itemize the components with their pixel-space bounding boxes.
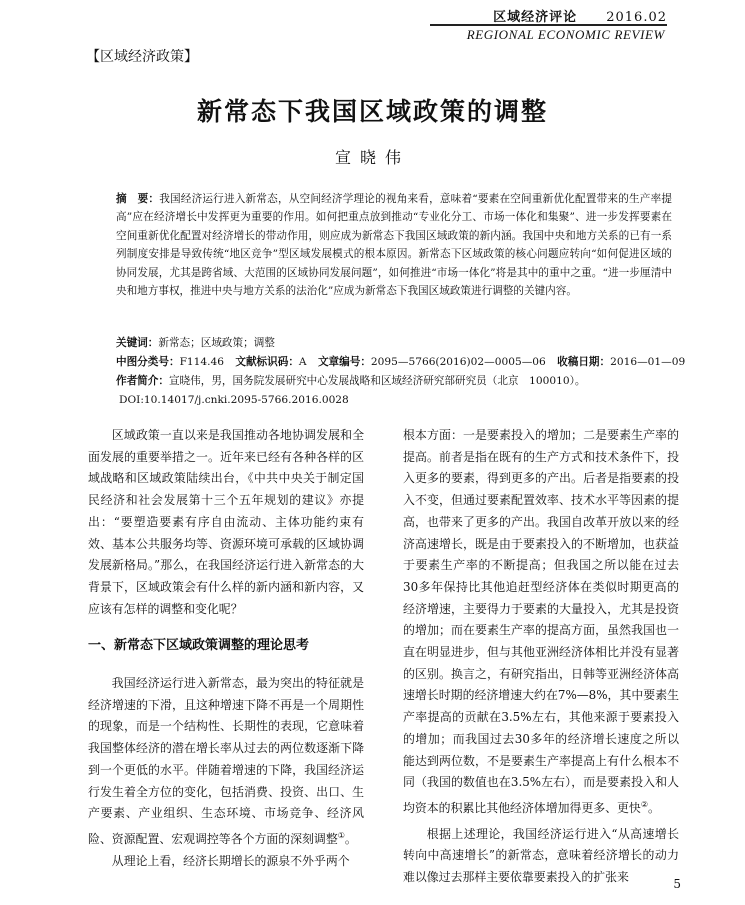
abstract-text: 我国经济运行进入新常态，从空间经济学理论的视角来看，意味着“要素在空间重新优化配置带来的生产率提高”应在经济增长中发挥更为重要的作用。如何把重点放到推动“专业化分工、市场一体化和集聚”、进一步发挥要素在空间重新优化配置对经济增长的带动作用，则应成为新常态下我国区域政策的新内涵。我国中央和地方关系的已有一系列制度安排是导致传统“地区竞争”型区域发展模式的根本原因。新常态下区域政策的核心问题应转向“如何促进区域的协同发展，尤其是跨省域、大范围的区域协同发展问题”，如何推进“市场一体化”将是其中的重中之重。“进一步厘清中央和地方事权，推进中央与地方关系的法治化”应成为新常态下我国区域政策进行调整的关键内容。 — [116, 193, 672, 298]
received-date-value: 2016—01—09 — [610, 356, 686, 368]
clc-value: F114.46 — [179, 356, 224, 368]
author-bio — [116, 373, 696, 391]
abstract-label: 摘 要： — [116, 193, 160, 205]
body-column-left — [88, 425, 364, 872]
author-bio-text: 宣晓伟，男，国务院发展研究中心发展战略和区域经济研究部研究员（北京 100010）。 — [168, 375, 586, 387]
paragraph — [403, 425, 679, 820]
paragraph: 从理论上看，经济长期增长的源泉不外乎两个 — [111, 853, 350, 868]
paragraph-text: 我国经济运行进入新常态，最为突出的特征就是经济增速的下滑，且这种增速下降不再是一个周期性的现象，而是一个结构性、长期性的表现，它意味着我国整体经济的潜在增长率从过去的两位数逐渐下降到一个更低的水平。伴随着增速的下降，我国经济运行发生着全方位的变化，包括消费、投资、出口、生产要素、产业组织、生态环境、市场竞争、经济风险、资源配置、宏观调控等各个方面的深刻调整 — [88, 676, 364, 846]
article-number-label: 文章编号： — [317, 356, 371, 368]
page-number: 5 — [673, 877, 681, 891]
header-rule — [430, 24, 667, 26]
footnote-marker[interactable]: ② — [640, 799, 648, 809]
clc-label: 中图分类号： — [116, 356, 180, 368]
article-title: 新常态下我国区域政策的调整 — [196, 97, 548, 126]
article-number-value: 2095—5766(2016)02—0005—06 — [370, 356, 546, 368]
paragraph: 区域政策一直以来是我国推动各地协调发展和全面发展的重要举措之一。近年来已经有各种各样的区域战略和区域政策陆续出台，《中共中央关于制定国民经济和社会发展第十三个五年规划的建议》亦提出：“要塑造要素有序自由流动、主体功能约束有效、基本公共服务均等、资源环境可承载的区域协调发展新格局。”那么，在我国经济运行进入新常态的大背景下，区域政策会有什么样的新内涵和新内容，又应该有怎样的调整和变化呢？ — [88, 428, 364, 616]
doc-code-label: 文献标识码： — [235, 356, 299, 368]
journal-issue: 2016.02 — [606, 10, 667, 25]
section-heading: 一、新常态下区域政策调整的理论思考 — [88, 638, 310, 654]
classification-line — [116, 354, 696, 372]
paragraph: 根据上述理论，我国经济运行进入“从高速增长转向中高速增长”的新常态，意味着经济增长的动力难以像过去那样主要依靠要素投入的扩张来 — [403, 826, 679, 885]
abstract — [116, 190, 672, 300]
author-name: 宣晓伟 — [334, 148, 410, 167]
received-date-label: 收稿日期： — [557, 356, 611, 368]
paragraph-end: 。 — [344, 831, 357, 846]
body-column-right — [403, 425, 679, 889]
keywords-label: 关键词： — [116, 337, 159, 349]
keywords-text: 新常态；区域政策；调整 — [158, 337, 275, 349]
author-bio-label: 作者简介： — [116, 375, 169, 387]
paragraph-text: 根本方面：一是要素投入的增加；二是要素生产率的提高。前者是指在既有的生产方式和技术条件下，投入更多的要素，得到更多的产出。后者是指要素的投入不变，但通过要素配置效率、技术水平等因素的提高，也带来了更多的产出。我国自改革开放以来的经济高速增长，既是由于要素投入的不断增加，也获益于要素生产率的不断提高；但我国之所以能在过去30多年保持比其他追赶型经济体在类似时期更高的经济增速，主要得力于要素的大量投入，尤其是投资的增加；而在要素生产率的提高方面，虽然我国也一直在明显进步，但与其他亚洲经济体相比并没有显著的区别。换言之，有研究指出，日韩等亚洲经济体高速增长时期的经济增速大约在7%—8%，其中要素生产率提高的贡献在3.5%左右，其他来源于要素投入的增加；而我国过去30多年的经济增长速度之所以能达到两位数，不是要素生产率提高上有什么根本不同（我国的数值也在3.5%左右），而是要素投入和人均资本的积累比其他经济体增加得更多、更快 — [403, 428, 679, 815]
journal-name-en: REGIONAL ECONOMIC REVIEW — [466, 27, 665, 42]
journal-header — [493, 6, 667, 25]
keywords — [116, 335, 696, 353]
journal-name-cn: 区域经济评论 — [493, 10, 578, 25]
paragraph — [88, 673, 364, 851]
footnote-marker[interactable]: ① — [337, 830, 345, 840]
paragraph-end: 。 — [648, 800, 660, 815]
section-tag: 【区域经济政策】 — [86, 49, 198, 65]
doc-code-value: A — [298, 356, 307, 368]
doi: DOI:10.14017/j.cnki.2095-5766.2016.0028 — [119, 394, 349, 406]
